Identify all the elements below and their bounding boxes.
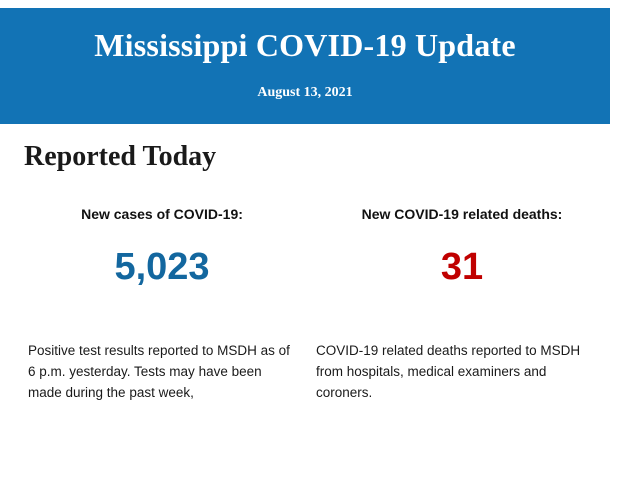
stat-new-deaths-note: COVID-19 related deaths reported to MSDH from hospitals, medical examiners and coroners. bbox=[316, 343, 581, 400]
stat-new-deaths-label: New COVID-19 related deaths: bbox=[361, 206, 563, 222]
stat-new-deaths bbox=[316, 205, 620, 289]
stat-new-cases-note: Positive test results reported to MSDH as of 6 p.m. yesterday. Tests may have been made during the past week, bbox=[28, 343, 290, 400]
stats-row bbox=[0, 205, 620, 289]
stat-new-deaths-value: 31 bbox=[440, 246, 484, 288]
notes-row bbox=[0, 340, 620, 403]
stat-new-cases bbox=[0, 205, 316, 289]
stat-new-cases-label: New cases of COVID-19: bbox=[81, 206, 243, 222]
header-banner bbox=[0, 8, 610, 124]
report-date: August 13, 2021 bbox=[257, 85, 353, 100]
stat-new-cases-value: 5,023 bbox=[114, 246, 210, 288]
section-heading: Reported Today bbox=[24, 141, 217, 172]
page-title: Mississippi COVID-19 Update bbox=[94, 27, 516, 63]
